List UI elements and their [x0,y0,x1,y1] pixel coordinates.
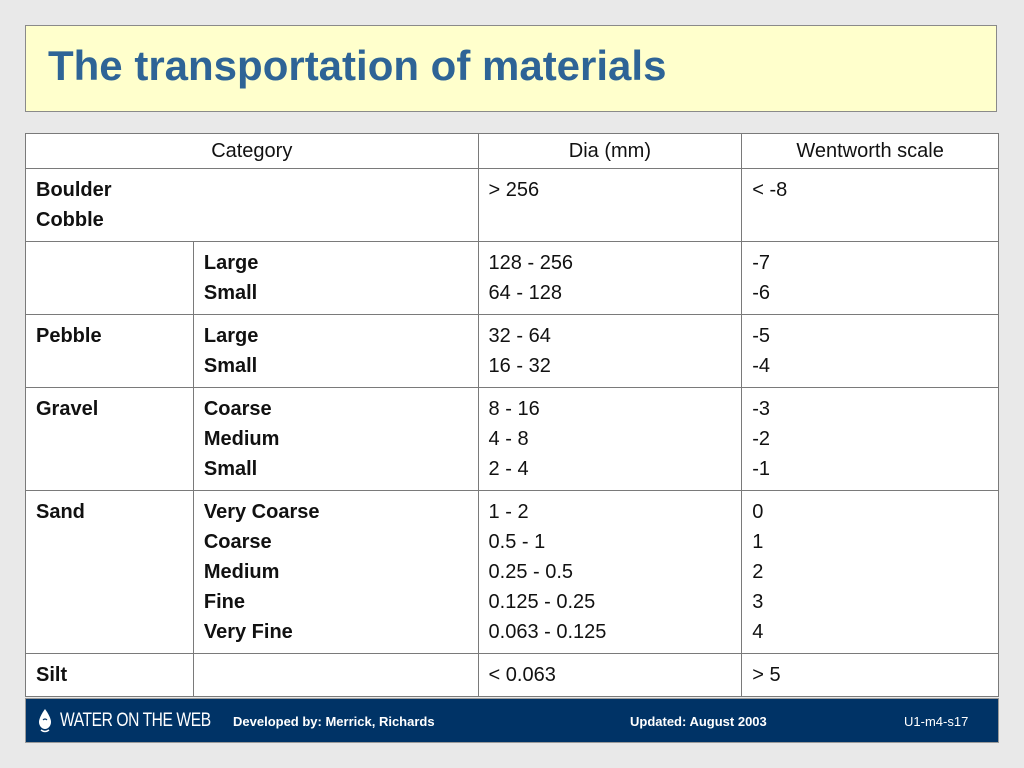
diameter-cell [478,242,742,315]
diameter-value: 0.5 - 1 [488,531,546,553]
water-on-the-web-logo [36,708,244,734]
diameter-cell [478,388,742,491]
wentworth-value: -1 [752,458,771,480]
wentworth-value: 3 [752,591,764,613]
footer-bar [25,698,999,743]
slide-code: U1-m4-s17 [904,714,969,729]
wentworth-value: -2 [752,428,771,450]
diameter-value: < 0.063 [488,664,556,686]
diameter-value: 128 - 256 [488,252,574,274]
wentworth-value: -5 [752,325,771,347]
subcategory-cell [193,388,478,491]
subcategory-cell [193,491,478,654]
category-cell [26,491,194,654]
logo-text: WATER ON THE WEB [60,710,211,731]
wentworth-value: -3 [752,398,771,420]
category-cobble: Cobble [36,209,104,231]
diameter-value: 1 - 2 [488,501,529,523]
wentworth-value: 4 [752,621,764,643]
diameter-value: 0.063 - 0.125 [488,621,607,643]
wentworth-cell [742,315,999,388]
header-diameter: Dia (mm) [478,134,742,169]
category-silt: Silt [36,664,68,686]
subcategory-label: Coarse [203,531,272,553]
wentworth-value: 1 [752,531,764,553]
category-cell [26,388,194,491]
subcategory-label: Medium [203,428,280,450]
wentworth-value: 0 [752,501,764,523]
subcategory-label: Small [203,282,258,304]
category-cell [26,169,479,242]
subcategory-cell [193,242,478,315]
diameter-value: 4 - 8 [488,428,529,450]
diameter-value: 8 - 16 [488,398,540,420]
wentworth-value: -6 [752,282,771,304]
category-pebble: Pebble [36,325,102,347]
table-header-row [26,134,999,169]
subcategory-label: Medium [203,561,280,583]
diameter-cell [478,491,742,654]
subcategory-cell [193,654,478,697]
subcategory-label: Small [203,458,258,480]
header-category: Category [26,134,479,169]
wentworth-value: < -8 [752,179,788,201]
diameter-value: 0.25 - 0.5 [488,561,574,583]
category-cell [26,315,194,388]
diameter-value: 16 - 32 [488,355,551,377]
wentworth-cell [742,242,999,315]
category-sand: Sand [36,501,85,523]
diameter-value: 0.125 - 0.25 [488,591,596,613]
diameter-cell [478,654,742,697]
category-boulder: Boulder [36,179,112,201]
diameter-value: 2 - 4 [488,458,529,480]
subcategory-label: Very Coarse [203,501,320,523]
diameter-value: 64 - 128 [488,282,562,304]
wentworth-cell [742,491,999,654]
category-cell [26,242,194,315]
title-banner [25,25,997,112]
water-drop-icon [36,708,54,734]
table-row [26,654,999,697]
diameter-cell [478,169,742,242]
subcategory-label: Fine [203,591,245,613]
subcategory-label: Very Fine [203,621,293,643]
wentworth-value: -4 [752,355,771,377]
table-row [26,315,999,388]
wentworth-cell [742,169,999,242]
wentworth-value: -7 [752,252,771,274]
wentworth-value: 2 [752,561,764,583]
wentworth-value: > 5 [752,664,781,686]
slide-title: The transportation of materials [48,42,667,89]
subcategory-label: Coarse [203,398,272,420]
diameter-value: > 256 [488,179,540,201]
subcategory-label: Large [203,325,259,347]
subcategory-label: Large [203,252,259,274]
category-gravel: Gravel [36,398,99,420]
header-wentworth: Wentworth scale [742,134,999,169]
diameter-value: 32 - 64 [488,325,551,347]
sediment-size-table [25,133,999,697]
table-row [26,169,999,242]
subcategory-cell [193,315,478,388]
developed-by: Developed by: Merrick, Richards [233,714,435,729]
diameter-cell [478,315,742,388]
updated-date: Updated: August 2003 [630,714,767,729]
table-row [26,242,999,315]
wentworth-cell [742,654,999,697]
table-row [26,491,999,654]
wentworth-cell [742,388,999,491]
subcategory-label: Small [203,355,258,377]
category-cell [26,654,194,697]
table-row [26,388,999,491]
